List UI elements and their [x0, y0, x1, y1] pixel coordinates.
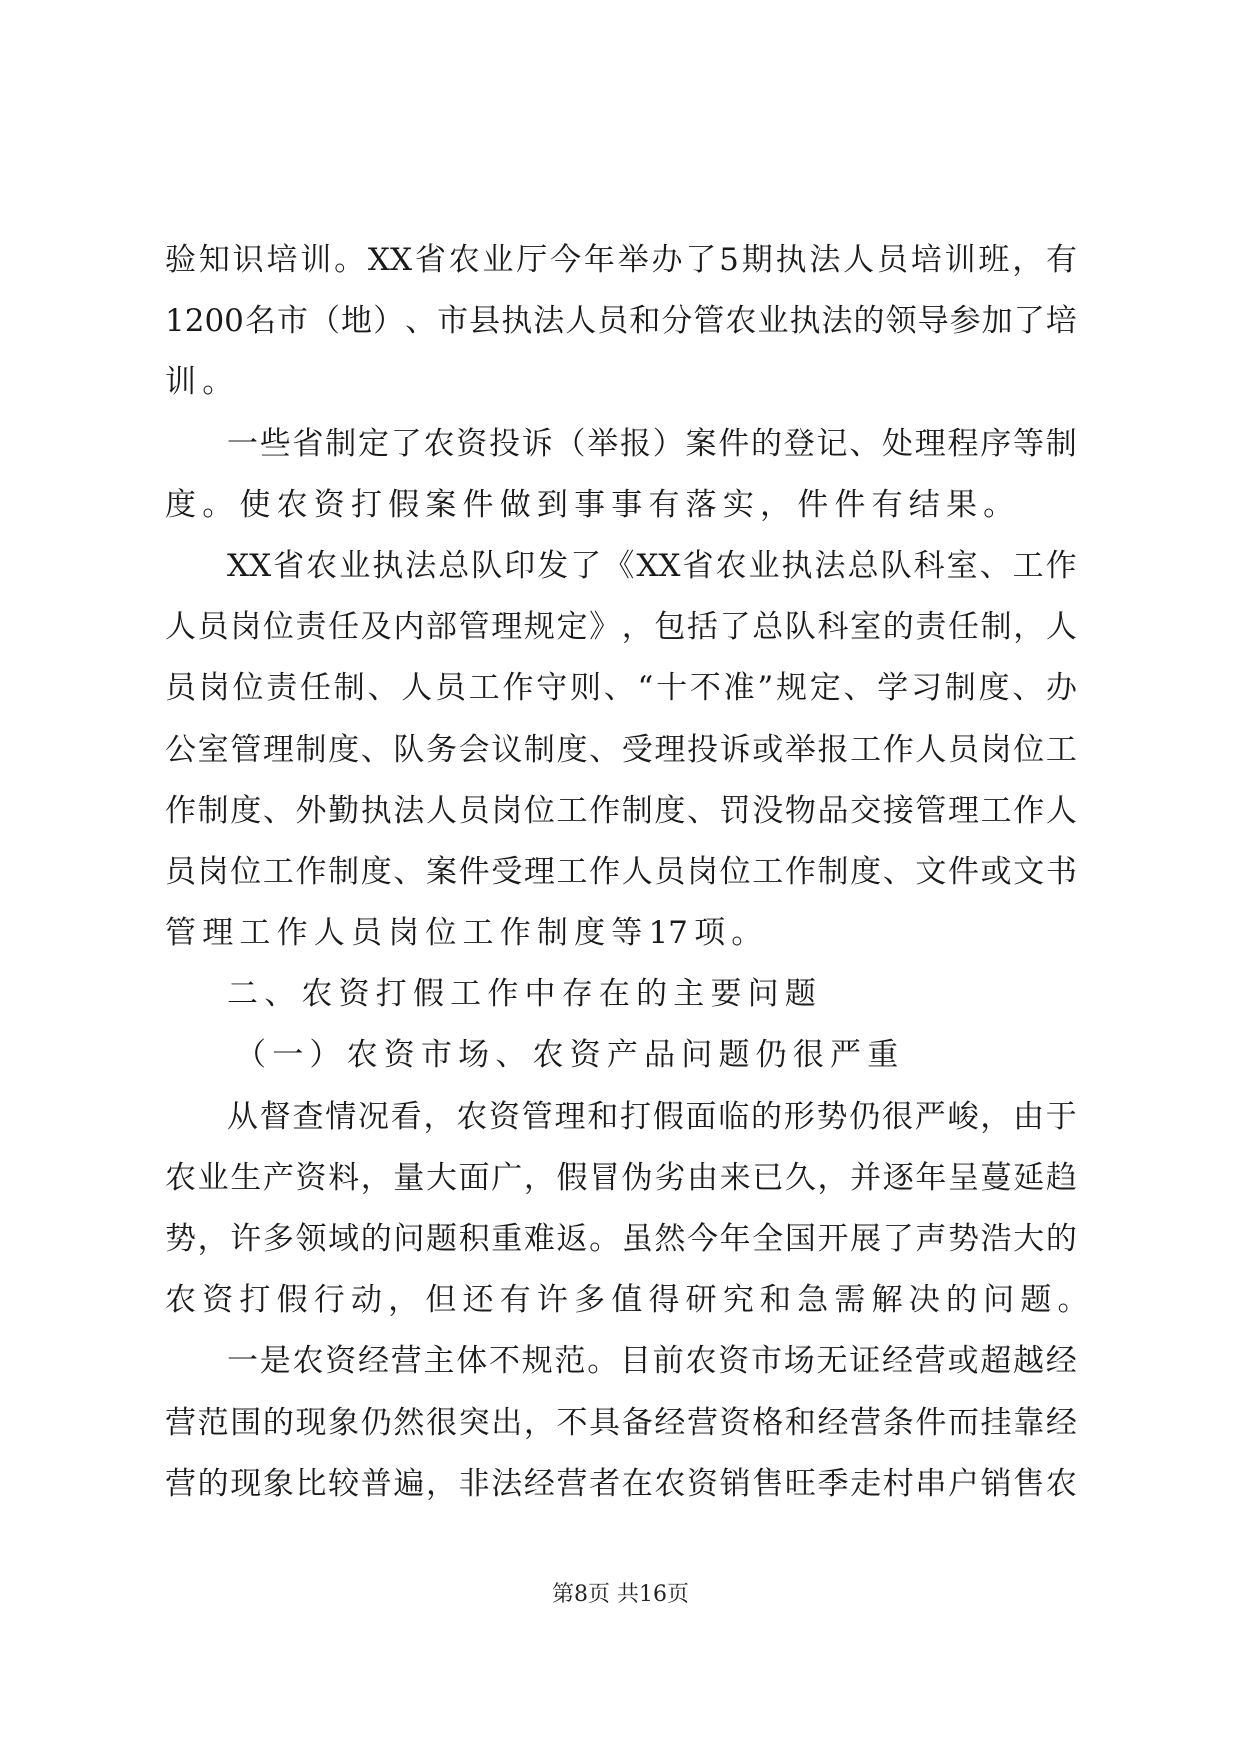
text-line: 农 业 生 产 资 料 ， 量 大 面 广 ， 假 冒 伪 劣 由 来 已 久 ， 并 逐 年 呈 蔓 延 趋 — [165, 1159, 1077, 1196]
text-line: 1200 名 市 （ 地 ） 、 市 县 执 法 人 员 和 分 管 农 业 执 法 的 领 导 参 加 了 培 — [165, 303, 1077, 340]
text-line: 二 、 农 资 打 假 工 作 中 存 在 的 主 要 问 题 — [227, 976, 816, 1013]
text-line: 验 知 识 培 训 。 XX 省 农 业 厅 今 年 举 办 了 5 期 执 法 人 员 培 训 班 ， 有 — [165, 242, 1077, 278]
text-line: 势 ， 许 多 领 域 的 问 题 积 重 难 返 。 虽 然 今 年 全 国 开 展 了 声 势 浩 大 的 — [165, 1221, 1077, 1257]
text-line: 员 岗 位 工 作 制 度 、 案 件 受 理 工 作 人 员 岗 位 工 作 制 度 、 文 件 或 文 书 — [165, 853, 1077, 890]
text-line: 员 岗 位 责 任 制 、 人 员 工 作 守 则 、 “ 十 不 准 ” 规 定 、 学 习 制 度 、 办 — [165, 670, 1077, 707]
page-footer: 第8页 共16页 — [552, 1582, 689, 1607]
text-line: 农 资 打 假 行 动 ， 但 还 有 许 多 值 得 研 究 和 急 需 解 决 的 问 题 。 — [165, 1282, 1089, 1319]
text-line: 一 是 农 资 经 营 主 体 不 规 范 。 目 前 农 资 市 场 无 证 经 营 或 超 越 经 — [227, 1343, 1077, 1380]
text-line: 公 室 管 理 制 度 、 队 务 会 议 制 度 、 受 理 投 诉 或 举 报 工 作 人 员 岗 位 工 — [165, 731, 1077, 768]
text-line: 作 制 度 、 外 勤 执 法 人 员 岗 位 工 作 制 度 、 罚 没 物 品 交 接 管 理 工 作 人 — [165, 792, 1077, 829]
text-line: 营 范 围 的 现 象 仍 然 很 突 出 ， 不 具 备 经 营 资 格 和 经 营 条 件 而 挂 靠 经 — [165, 1404, 1077, 1441]
text-line: （ 一 ） 农 资 市 场 、 农 资 产 品 问 题 仍 很 严 重 — [235, 1037, 899, 1074]
text-line: 营 的 现 象 比 较 普 遍 ， 非 法 经 营 者 在 农 资 销 售 旺 季 走 村 串 户 销 售 农 — [165, 1465, 1077, 1502]
document-body — [165, 230, 1089, 1515]
text-line: 训 。 — [165, 364, 234, 401]
text-line: 度 。 使 农 资 打 假 案 件 做 到 事 事 有 落 实 ， 件 件 有 结 果 。 — [165, 486, 1015, 523]
text-line: XX 省 农 业 执 法 总 队 印 发 了 《 XX 省 农 业 执 法 总 队 科 室 、 工 作 — [227, 547, 1077, 584]
text-line: 从 督 查 情 况 看 ， 农 资 管 理 和 打 假 面 临 的 形 势 仍 很 严 峻 ， 由 于 — [227, 1098, 1077, 1135]
text-line: 管 理 工 作 人 员 岗 位 工 作 制 度 等 17 项 。 — [165, 915, 763, 952]
text-line: 一 些 省 制 定 了 农 资 投 诉 （ 举 报 ） 案 件 的 登 记 、 处 理 程 序 等 制 — [227, 425, 1077, 462]
text-line: 人 员 岗 位 责 任 及 内 部 管 理 规 定 》 ， 包 括 了 总 队 科 室 的 责 任 制 ， 人 — [165, 609, 1077, 646]
